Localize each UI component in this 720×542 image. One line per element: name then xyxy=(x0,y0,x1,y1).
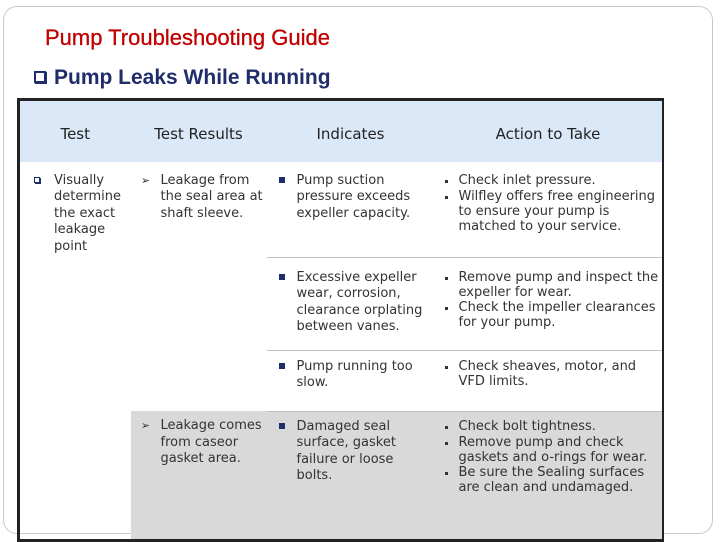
action-cell xyxy=(435,162,663,258)
result-text: Leakage from the seal area at shaft sleeve. xyxy=(160,172,263,221)
indicates-cell xyxy=(267,162,435,258)
test-text: Visually determine the exact leakage point xyxy=(54,172,121,254)
square-bullet-icon xyxy=(279,177,285,183)
header-action: Action to Take xyxy=(435,100,663,162)
dot-bullet-icon xyxy=(445,426,448,429)
action-text: Wilfley offers free engineering to ensure your pump is matched to your service. xyxy=(458,189,656,235)
checkbox-bullet-icon xyxy=(34,177,40,183)
action-text: Remove pump and check gaskets and o-rings for wear. xyxy=(458,435,648,466)
action-text: Remove pump and inspect the expeller for wear. xyxy=(458,269,659,300)
square-bullet-icon xyxy=(279,274,285,280)
dot-bullet-icon xyxy=(445,277,448,280)
indicates-text: Excessive expeller wear, corrosion, clearance orplating between vanes. xyxy=(296,269,423,335)
action-text: Check sheaves, motor, and VFD limits. xyxy=(458,358,637,389)
action-text: Check inlet pressure. xyxy=(458,172,596,188)
action-text: Check bolt tightness. xyxy=(458,418,596,434)
result-text: Leakage comes from caseor gasket area. xyxy=(160,418,262,467)
indicates-cell xyxy=(267,411,435,540)
section-heading xyxy=(34,66,331,90)
action-cell xyxy=(435,411,663,540)
page-title: Pump Troubleshooting Guide xyxy=(45,25,330,50)
troubleshooting-table xyxy=(17,98,664,542)
test-cell xyxy=(19,162,131,541)
square-bullet-icon xyxy=(279,363,285,369)
dot-bullet-icon xyxy=(445,366,448,369)
checkbox-bullet-icon xyxy=(34,71,46,83)
dot-bullet-icon xyxy=(445,196,448,199)
action-text: Check the impeller clearances for your pump. xyxy=(458,299,656,330)
arrow-bullet-icon: ➢ xyxy=(140,173,151,187)
dot-bullet-icon xyxy=(445,307,448,310)
arrow-bullet-icon: ➢ xyxy=(140,419,151,432)
square-bullet-icon xyxy=(279,423,285,429)
indicates-cell xyxy=(267,257,435,350)
action-cell xyxy=(435,350,663,411)
dot-bullet-icon xyxy=(445,442,448,445)
result-cell xyxy=(131,411,267,540)
action-cell xyxy=(435,257,663,350)
section-heading-text: Pump Leaks While Running xyxy=(54,66,331,89)
header-test: Test xyxy=(19,100,131,162)
dot-bullet-icon xyxy=(445,472,448,475)
indicates-text: Pump suction pressure exceeds expeller capacity. xyxy=(296,172,411,221)
table-header-row xyxy=(19,100,663,162)
header-test-results: Test Results xyxy=(131,100,267,162)
indicates-text: Damaged seal surface, gasket failure or loose bolts. xyxy=(296,418,396,484)
header-indicates: Indicates xyxy=(267,100,435,162)
table-row xyxy=(19,162,663,258)
result-cell xyxy=(131,162,267,412)
indicates-text: Pump running too slow. xyxy=(296,358,413,391)
action-text: Be sure the Sealing surfaces are clean and undamaged. xyxy=(458,465,645,496)
indicates-cell xyxy=(267,350,435,411)
dot-bullet-icon xyxy=(445,180,448,183)
